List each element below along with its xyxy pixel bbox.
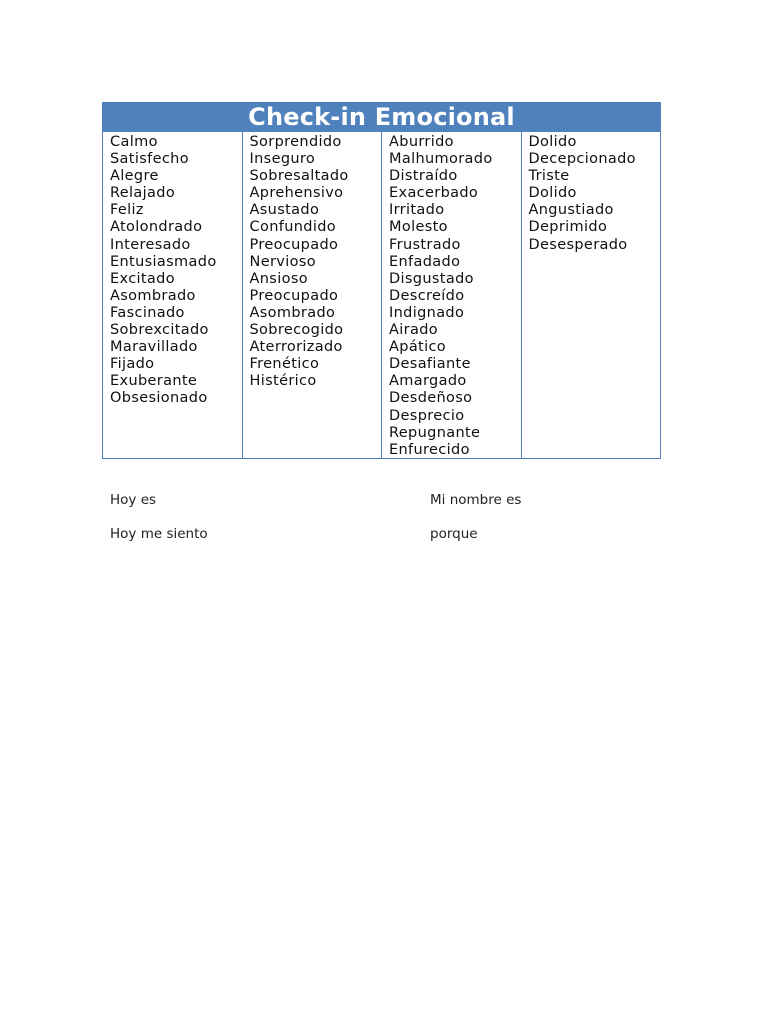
emotion-word: Distraído xyxy=(389,168,458,185)
emotion-word: Decepcionado xyxy=(528,151,636,168)
emotion-word: Sorprendido xyxy=(249,134,342,150)
emotion-word: Dolido xyxy=(528,134,577,150)
column-calm xyxy=(103,132,243,458)
emotion-word: Aterrorizado xyxy=(249,339,343,356)
emotion-word: Desprecio xyxy=(389,407,465,424)
emotion-word: Apático xyxy=(389,339,447,356)
emotion-word: Angustiado xyxy=(528,202,614,219)
emotion-word: Histérico xyxy=(249,373,317,390)
emotion-word: Calmo xyxy=(110,134,158,150)
table-columns xyxy=(103,132,660,458)
emotion-word: Nervioso xyxy=(249,253,316,270)
emotion-word: Fascinado xyxy=(110,304,185,321)
emotion-word: Excitado xyxy=(110,270,175,287)
emotion-word: Alegre xyxy=(110,168,159,185)
emotion-word: Enfadado xyxy=(389,253,461,270)
emotion-word: Sobresaltado xyxy=(249,168,349,185)
emotion-word: Repugnante xyxy=(389,424,481,441)
emotion-word: Dolido xyxy=(528,185,577,202)
emotion-word: Triste xyxy=(528,168,570,185)
emotion-word: Aprehensivo xyxy=(249,185,344,202)
emotion-word: Descreído xyxy=(389,287,465,304)
emotion-word: Preocupado xyxy=(249,287,339,304)
emotion-word: Frenético xyxy=(249,356,320,373)
emotion-word: Sobrecogido xyxy=(249,322,344,339)
table-title: Check-in Emocional xyxy=(103,103,660,132)
emotion-word: Ansioso xyxy=(249,270,308,287)
emotion-word: Irritado xyxy=(389,202,445,219)
column-sadness xyxy=(522,132,661,458)
emotion-word: Inseguro xyxy=(249,151,316,168)
column-anger xyxy=(382,132,522,458)
emotion-word: Maravillado xyxy=(110,339,198,356)
emotion-word: Atolondrado xyxy=(110,219,203,236)
today-label: Hoy es xyxy=(110,492,157,508)
name-label: Mi nombre es xyxy=(430,492,522,508)
emotion-word: Enfurecido xyxy=(389,441,470,458)
emotion-word: Interesado xyxy=(110,236,191,253)
emotion-word: Preocupado xyxy=(249,236,339,253)
emotion-word: Sobrexcitado xyxy=(110,322,209,339)
emotion-word: Asombrado xyxy=(110,287,196,304)
emotion-word: Desafiante xyxy=(389,356,471,373)
emotion-word: Confundido xyxy=(249,219,336,236)
emotion-word: Indignado xyxy=(389,304,465,321)
column-fear xyxy=(243,132,383,458)
emotion-word: Malhumorado xyxy=(389,151,493,168)
emotion-word: Fijado xyxy=(110,356,155,373)
emotion-word: Obsesionado xyxy=(110,390,208,407)
emotion-word: Satisfecho xyxy=(110,151,189,168)
emotion-word: Deprimido xyxy=(528,219,608,236)
emotion-word: Relajado xyxy=(110,185,176,202)
because-label: porque xyxy=(430,526,478,542)
emotion-word: Amargado xyxy=(389,373,467,390)
emotion-word: Feliz xyxy=(110,202,144,219)
feel-label: Hoy me siento xyxy=(110,526,208,542)
emotion-word: Aburrido xyxy=(389,134,454,150)
emotion-word: Exuberante xyxy=(110,373,198,390)
emotion-word: Molesto xyxy=(389,219,448,236)
emotion-word: Disgustado xyxy=(389,270,474,287)
emotion-word: Desdeñoso xyxy=(389,390,473,407)
emotion-word: Frustrado xyxy=(389,236,461,253)
emotion-word: Entusiasmado xyxy=(110,253,217,270)
emotion-word: Asombrado xyxy=(249,304,336,321)
emotion-word: Exacerbado xyxy=(389,185,479,202)
emotion-word: Desesperado xyxy=(528,236,628,253)
emotion-word: Asustado xyxy=(249,202,320,219)
emotion-table xyxy=(102,102,661,459)
emotion-word: Airado xyxy=(389,322,438,339)
